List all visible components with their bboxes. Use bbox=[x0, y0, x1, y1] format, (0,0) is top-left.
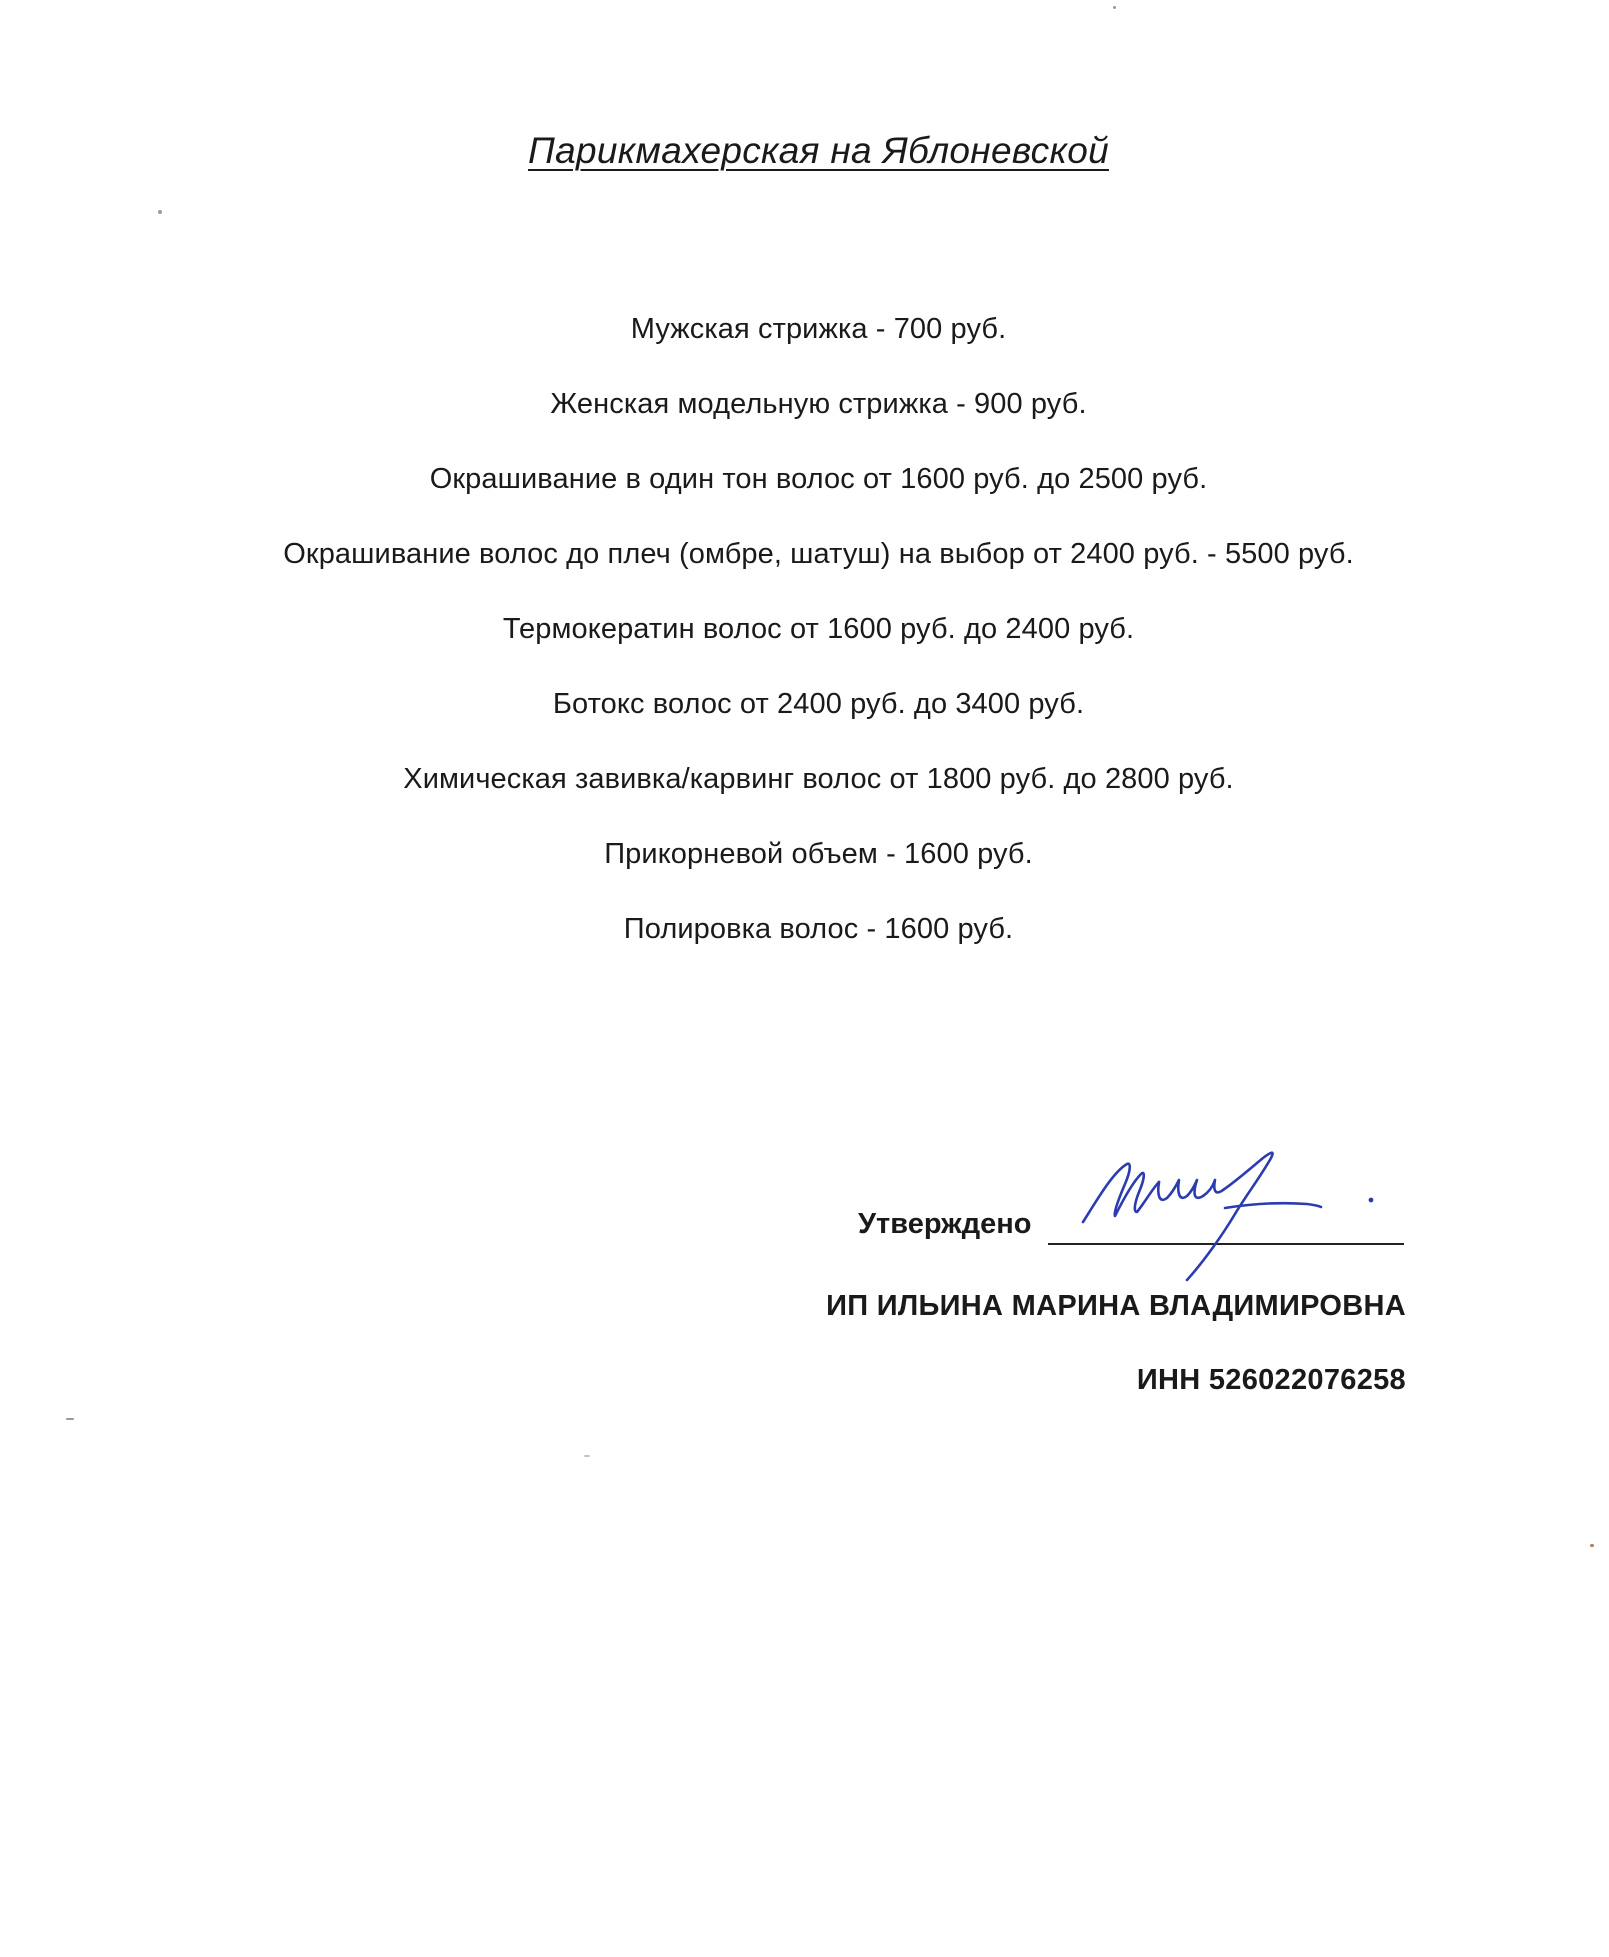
scan-speck bbox=[1590, 1544, 1594, 1547]
price-list-item: Полировка волос - 1600 руб. bbox=[623, 913, 1014, 945]
scan-speck bbox=[66, 1418, 74, 1420]
scan-speck bbox=[158, 210, 162, 214]
inn-number: ИНН 526022076258 bbox=[1136, 1364, 1406, 1396]
price-list-item: Женская модельную стрижка - 900 руб. bbox=[550, 388, 1087, 420]
price-list-item: Мужская стрижка - 700 руб. bbox=[630, 313, 1007, 345]
price-list bbox=[0, 309, 1609, 984]
price-list-item: Окрашивание волос до плеч (омбре, шатуш) на выбор от 2400 руб. - 5500 руб. bbox=[283, 538, 1354, 570]
price-list-item: Химическая завивка/карвинг волос от 1800 руб. до 2800 руб. bbox=[403, 763, 1234, 795]
scan-speck bbox=[1113, 6, 1116, 9]
price-list-item: Прикорневой объем - 1600 руб. bbox=[604, 838, 1033, 870]
price-list-item: Термокератин волос от 1600 руб. до 2400 руб. bbox=[502, 613, 1135, 645]
signature-icon bbox=[1075, 1130, 1405, 1290]
price-list-item: Ботокс волос от 2400 руб. до 3400 руб. bbox=[552, 688, 1085, 720]
price-list-item: Окрашивание в один тон волос от 1600 руб. до 2500 руб. bbox=[429, 463, 1208, 495]
document-title: Парикмахерская на Яблоневской bbox=[528, 130, 1109, 171]
approval-label: Утверждено bbox=[858, 1208, 1032, 1240]
owner-name: ИП ИЛЬИНА МАРИНА ВЛАДИМИРОВНА bbox=[826, 1290, 1406, 1322]
scan-speck bbox=[584, 1455, 590, 1457]
